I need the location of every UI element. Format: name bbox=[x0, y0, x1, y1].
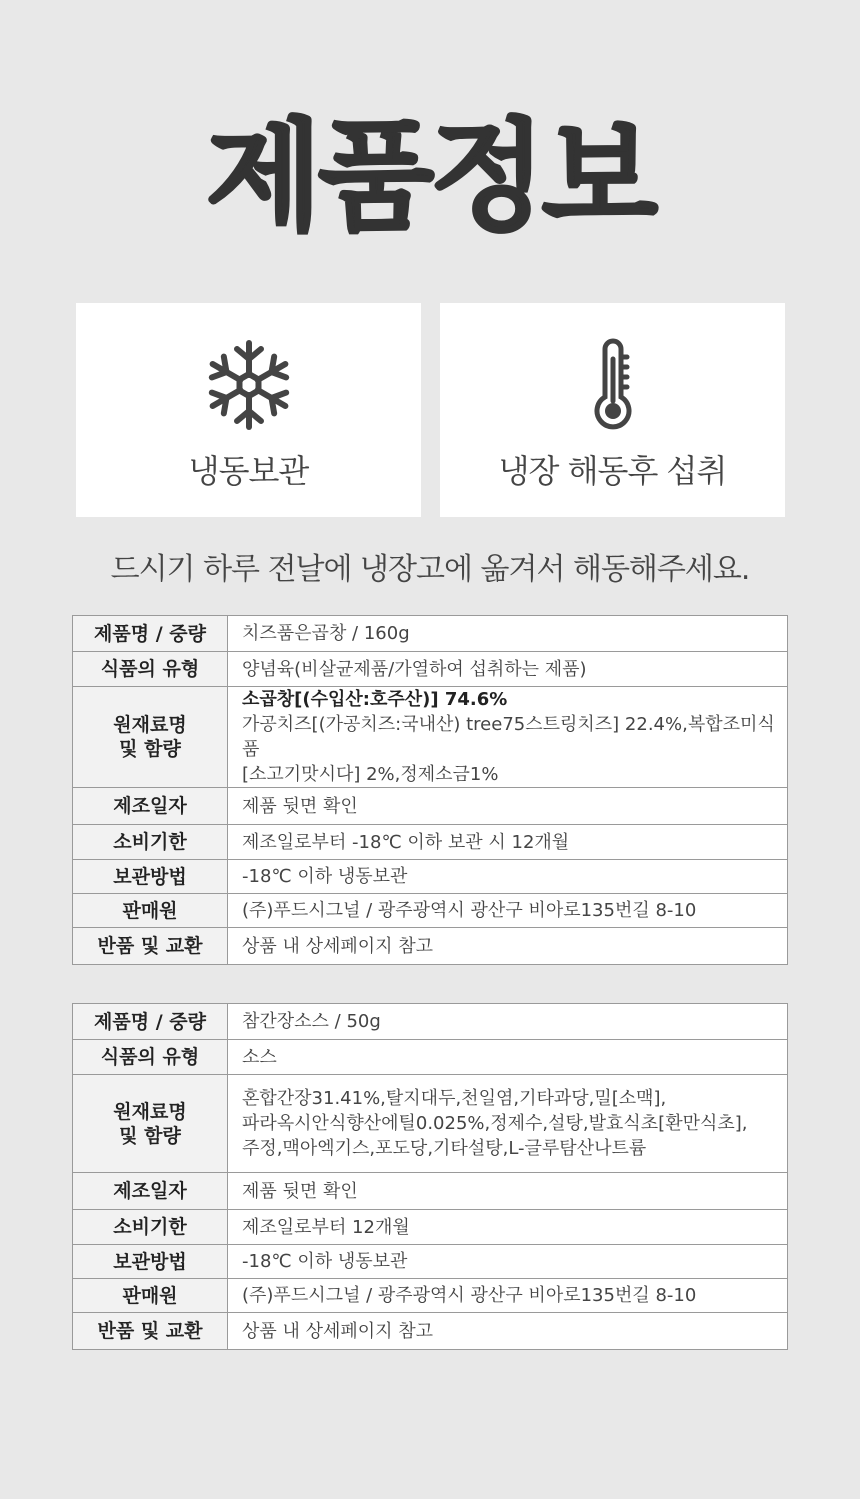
thaw-instruction-label: 냉장 해동후 섭취 bbox=[498, 452, 727, 490]
row-value: 제조일로부터 12개월 bbox=[228, 1210, 788, 1245]
row-value: 소스 bbox=[228, 1040, 788, 1075]
table-row bbox=[73, 1004, 788, 1040]
row-value: -18℃ 이하 냉동보관 bbox=[228, 860, 788, 894]
product-info-table-1 bbox=[72, 615, 788, 965]
row-value: 상품 내 상세페이지 참고 bbox=[228, 1313, 788, 1350]
row-value: (주)푸드시그널 / 광주광역시 광산구 비아로135번길 8-10 bbox=[228, 1279, 788, 1313]
table-row bbox=[73, 1313, 788, 1350]
table-row bbox=[73, 860, 788, 894]
table-row bbox=[73, 1173, 788, 1210]
thermometer-icon bbox=[583, 335, 643, 435]
ingredient-line: 가공치즈[(가공치즈:국내산) tree75스트링치즈] 22.4%,복합조미식품 bbox=[242, 714, 775, 760]
row-value: 양념육(비살균제품/가열하여 섭취하는 제품) bbox=[228, 652, 788, 687]
storage-card-thaw bbox=[440, 303, 785, 517]
thaw-notice: 드시기 하루 전날에 냉장고에 옮겨서 해동해주세요. bbox=[110, 552, 750, 587]
ingredient-line: 파라옥시안식향산에틸0.025%,정제수,설탕,발효식초[환만식초], bbox=[242, 1113, 748, 1134]
table-row bbox=[73, 687, 788, 788]
row-key-line: 원재료명 bbox=[113, 1100, 187, 1123]
page-title: 제품정보 bbox=[206, 108, 654, 247]
ingredient-line: 주정,맥아엑기스,포도당,기타설탕,L-글루탐산나트륨 bbox=[242, 1138, 647, 1159]
table-row bbox=[73, 652, 788, 687]
product-info-table-2 bbox=[72, 1003, 788, 1350]
table-row bbox=[73, 1245, 788, 1279]
table-row bbox=[73, 616, 788, 652]
row-key: 제품명 / 중량 bbox=[73, 616, 228, 652]
row-key: 소비기한 bbox=[73, 1210, 228, 1245]
row-key-line: 및 함량 bbox=[119, 1124, 181, 1147]
ingredient-main: 소곱창[(수입산:호주산)] 74.6% bbox=[242, 689, 508, 710]
ingredient-line: [소고기맛시다] 2%,정제소금1% bbox=[242, 764, 499, 785]
row-value bbox=[228, 1075, 788, 1173]
row-value: 제조일로부터 -18℃ 이하 보관 시 12개월 bbox=[228, 825, 788, 860]
table-row bbox=[73, 1040, 788, 1075]
frozen-storage-label: 냉동보관 bbox=[188, 452, 309, 490]
row-key-line: 및 함량 bbox=[119, 738, 181, 760]
row-key: 판매원 bbox=[73, 894, 228, 928]
table-row bbox=[73, 894, 788, 928]
row-key: 보관방법 bbox=[73, 1245, 228, 1279]
row-value: 참간장소스 / 50g bbox=[228, 1004, 788, 1040]
row-key: 반품 및 교환 bbox=[73, 1313, 228, 1350]
row-key bbox=[73, 687, 228, 788]
row-key-line: 원재료명 bbox=[113, 714, 187, 736]
row-key: 식품의 유형 bbox=[73, 652, 228, 687]
row-key: 제조일자 bbox=[73, 1173, 228, 1210]
row-value bbox=[228, 687, 788, 788]
row-value: 치즈품은곱창 / 160g bbox=[228, 616, 788, 652]
row-key: 반품 및 교환 bbox=[73, 928, 228, 965]
row-key: 소비기한 bbox=[73, 825, 228, 860]
table-row bbox=[73, 788, 788, 825]
row-value: -18℃ 이하 냉동보관 bbox=[228, 1245, 788, 1279]
row-key: 판매원 bbox=[73, 1279, 228, 1313]
snowflake-icon bbox=[199, 335, 299, 435]
ingredient-line: 혼합간장31.41%,탈지대두,천일염,기타과당,밀[소맥], bbox=[242, 1088, 667, 1109]
row-key: 제품명 / 중량 bbox=[73, 1004, 228, 1040]
row-key: 식품의 유형 bbox=[73, 1040, 228, 1075]
row-key: 보관방법 bbox=[73, 860, 228, 894]
row-value: 제품 뒷면 확인 bbox=[228, 788, 788, 825]
table-row bbox=[73, 825, 788, 860]
table-row bbox=[73, 1279, 788, 1313]
table-row bbox=[73, 1210, 788, 1245]
row-value: (주)푸드시그널 / 광주광역시 광산구 비아로135번길 8-10 bbox=[228, 894, 788, 928]
storage-card-frozen bbox=[76, 303, 421, 517]
table-row bbox=[73, 1075, 788, 1173]
row-key: 제조일자 bbox=[73, 788, 228, 825]
row-value: 제품 뒷면 확인 bbox=[228, 1173, 788, 1210]
table-row bbox=[73, 928, 788, 965]
row-value: 상품 내 상세페이지 참고 bbox=[228, 928, 788, 965]
row-key bbox=[73, 1075, 228, 1173]
